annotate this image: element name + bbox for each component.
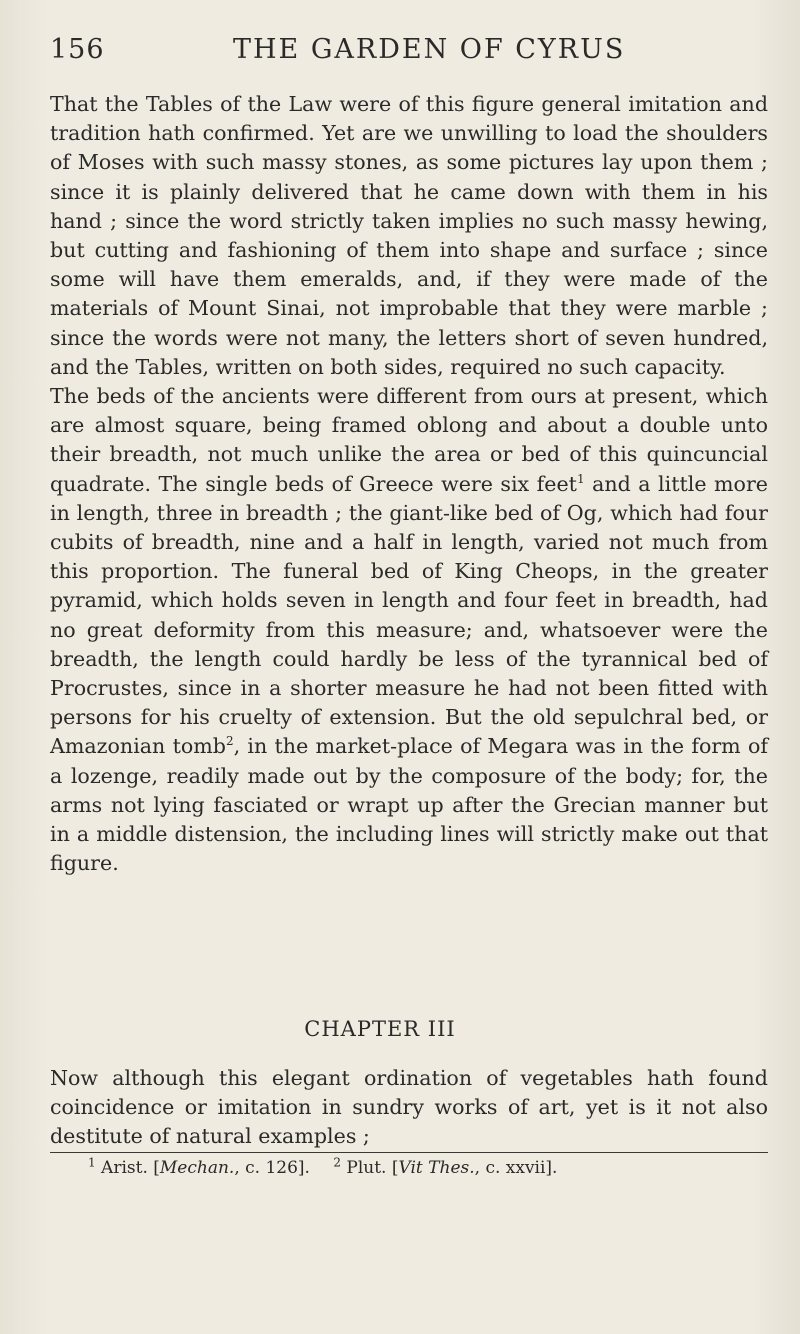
footnote-title: Mechan. <box>159 1158 235 1178</box>
body-text <box>50 90 768 878</box>
chapter-opening-paragraph: Now although this elegant ordination of vegetables hath found coincidence or imitation in sundry works of art, yet is it not also destitute of natural examples ; <box>50 1066 768 1149</box>
footnote-ref-1: 1 <box>576 471 585 486</box>
footnote-divider <box>50 1152 768 1153</box>
paragraph-text-part-c: , in the market-place of Megara was in the form of a lozenge, readily made out by the composure of the body; for, the arms not lying fasciated or wrapt up after the Grecian manner but in a middle distension, the including lines will strictly make out that figure. <box>50 734 768 876</box>
footnote-ref-2: 2 <box>225 734 234 749</box>
footnote-text: , c. xxvii]. <box>474 1158 558 1178</box>
footnote-text: , c. 126]. <box>234 1158 310 1178</box>
footnote-text: Arist. [ <box>95 1158 160 1178</box>
paragraph-text-part-b: and a little more in length, three in breadth ; the giant-like bed of Og, which had four cubits of breadth, nine and a half in length, varied not much from this proportion. The funeral bed of King Cheops, in the greater pyramid, which holds seven in length and four feet in breadth, had no great deformity from this measure; and, whatsoever were the breadth, the length could hardly be less of the tyrannical bed of Procrustes, since in a shorter measure he had not been fitted with persons for his cruelty of extension. But the old sepulchral bed, or Amazonian tomb <box>50 471 768 759</box>
footnote-marker: 1 <box>88 1155 96 1170</box>
footnote-text: Plut. [ <box>341 1158 399 1178</box>
paragraph-beds-of-ancients <box>50 382 768 878</box>
chapter-opening-text <box>50 1064 768 1152</box>
footnote-2 <box>333 1155 558 1178</box>
footnote-marker: 2 <box>333 1155 341 1170</box>
chapter-heading: CHAPTER III <box>304 1017 456 1041</box>
page-number: 156 <box>50 34 105 65</box>
paragraph-text-part-a: The beds of the ancients were different from ours at present, which are almost square, being framed oblong and about a double unto their breadth, not much unlike the area or bed of this quincuncial quadrate. The single beds of Greece were six feet <box>50 384 768 496</box>
footnotes <box>88 1157 575 1179</box>
paragraph-tables-of-law: That the Tables of the Law were of this figure general imitation and tradition hath confirmed. Yet are we unwilling to load the shoulders of Moses with such massy stones, as some pictures lay upon them ; since it is plainly delivered that he came down with them in his hand ; since the word strictly taken implies no such massy hewing, but cutting and fashioning of them into shape and surface ; since some will have them emeralds, and, if they were made of the materials of Mount Sinai, not improbable that they were marble ; since the words were not many, the letters short of seven hundred, and the Tables, written on both sides, required no such capacity. <box>50 92 768 379</box>
footnote-1 <box>88 1155 310 1178</box>
page-header <box>50 34 770 74</box>
footnote-title: Vit Thes. <box>398 1158 475 1178</box>
running-head: THE GARDEN OF CYRUS <box>233 34 626 65</box>
